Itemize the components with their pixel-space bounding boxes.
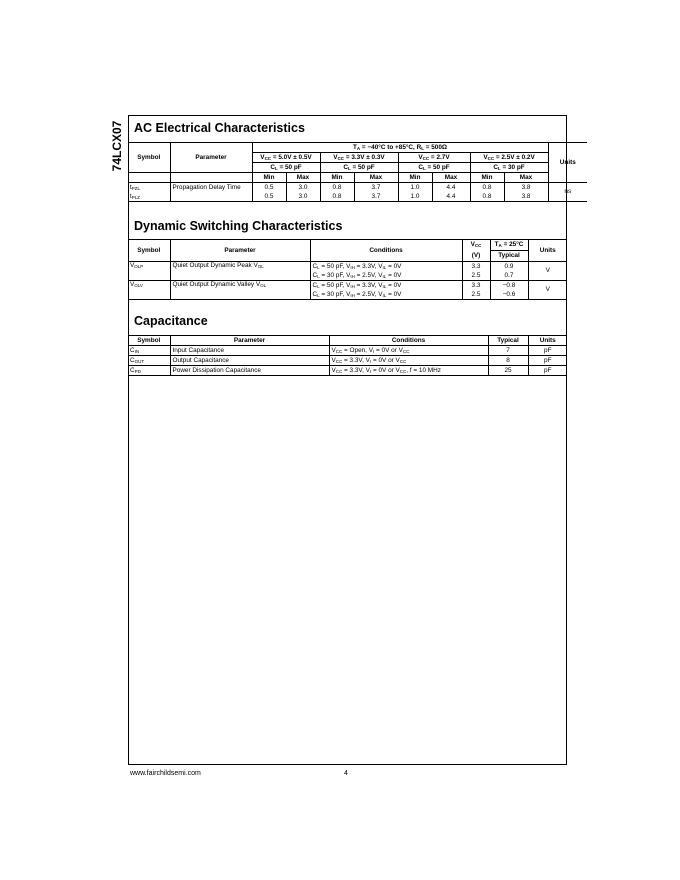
cap-symbol-cell: $C_{IN}$	[128, 346, 170, 356]
dyn-table	[128, 239, 567, 300]
ac-max-1: Max	[286, 173, 320, 183]
table-row	[128, 183, 587, 193]
cap-typical-header: Typical	[488, 336, 528, 346]
cap-param-cell: Input Capacitance	[170, 346, 329, 356]
ac-value: 3.0	[286, 183, 320, 193]
ac-cl-group-2: $C_L = 50$ pF	[320, 163, 398, 173]
ac-parameter-header: Parameter	[170, 143, 252, 173]
cap-cond-cell: $V_{CC} = 3.3V$, $V_I = 0V$ or $V_{CC}$	[329, 356, 488, 366]
dyn-typ-cell: 0.9	[490, 262, 528, 272]
ac-min-2: Min	[320, 173, 354, 183]
table-row	[128, 281, 567, 291]
dyn-param-cell: Quiet Output Dynamic Valley $V_{OL}$	[170, 281, 310, 300]
page-number: 4	[344, 770, 348, 777]
ac-value: 1.0	[398, 192, 432, 202]
cap-cond-cell: $V_{CC}$ = Open, $V_I = 0V$ or $V_{CC}$	[329, 346, 488, 356]
cap-parameter-header: Parameter	[170, 336, 329, 346]
ac-units-cell: ns	[548, 183, 587, 202]
ac-table	[128, 142, 587, 202]
ac-cl-group-1: $C_L = 50$ pF	[252, 163, 320, 173]
ac-value: 0.8	[320, 183, 354, 193]
ac-vcc-group-2: $V_{CC} = 3.3V \pm 0.3V$	[320, 153, 398, 163]
cap-typ-cell: 25	[488, 366, 528, 376]
ac-value: 3.8	[504, 192, 548, 202]
cap-symbol-cell: $C_{OUT}$	[128, 356, 170, 366]
page-frame	[128, 115, 567, 765]
cap-unit-cell: pF	[528, 356, 567, 366]
dyn-typical-header: Typical	[490, 251, 528, 262]
dyn-section-title: Dynamic Switching Characteristics	[134, 219, 343, 233]
ac-min-1: Min	[252, 173, 286, 183]
ac-value: 3.8	[504, 183, 548, 193]
cap-unit-cell: pF	[528, 366, 567, 376]
dyn-cond-cell: $C_L = 30$ pF, $V_{IH} = 2.5V$, $V_{IL} = 0V$	[310, 290, 462, 300]
cap-typ-cell: 7	[488, 346, 528, 356]
cap-symbol-header: Symbol	[128, 336, 170, 346]
ac-symbol-cell: $t_{PZL}$	[128, 183, 170, 193]
ac-empty-param	[170, 173, 252, 183]
ac-max-2: Max	[354, 173, 398, 183]
ac-value: 0.5	[252, 183, 286, 193]
ac-value: 3.7	[354, 192, 398, 202]
ac-value: 0.5	[252, 192, 286, 202]
dyn-parameter-header: Parameter	[170, 240, 310, 262]
dyn-typ-cell: −0.6	[490, 290, 528, 300]
ac-min-3: Min	[398, 173, 432, 183]
ac-param-cell: Propagation Delay Time	[170, 183, 252, 193]
cap-param-cell: Output Capacitance	[170, 356, 329, 366]
ac-vcc-group-3: $V_{CC} = 2.7V$	[398, 153, 470, 163]
ac-min-4: Min	[470, 173, 504, 183]
ac-value: 0.8	[470, 183, 504, 193]
dyn-vcc-header: $V_{CC}$	[462, 240, 490, 251]
dyn-ta-header: $T_A = 25^\circ C$	[490, 240, 528, 251]
dyn-vcc-unit: (V)	[462, 251, 490, 262]
cap-unit-cell: pF	[528, 346, 567, 356]
ac-condition-header: $T_A = -40^\circ C$ to +85°C, $R_L = 500\Omega$	[252, 143, 548, 153]
dyn-typ-cell: −0.8	[490, 281, 528, 291]
ac-value: 0.8	[320, 192, 354, 202]
table-row	[128, 262, 567, 272]
cap-table	[128, 335, 567, 376]
dyn-unit-cell: V	[528, 281, 567, 300]
part-number-vertical: 74LCX07	[110, 120, 124, 172]
ac-param-cell	[170, 192, 252, 202]
dyn-unit-cell: V	[528, 262, 567, 281]
table-row	[128, 356, 567, 366]
ac-value: 3.7	[354, 183, 398, 193]
table-row	[128, 346, 567, 356]
dyn-typ-cell: 0.7	[490, 271, 528, 281]
dyn-cond-cell: $C_L = 30$ pF, $V_{IH} = 2.5V$, $V_{IL} = 0V$	[310, 271, 462, 281]
dyn-units-header: Units	[528, 240, 567, 262]
ac-value: 1.0	[398, 183, 432, 193]
ac-vcc-group-4: $V_{CC} = 2.5V \pm 0.2V$	[470, 153, 548, 163]
dyn-symbol-cell: $V_{OLV}$	[128, 281, 170, 300]
ac-vcc-group-1: $V_{CC} = 5.0V \pm 0.5V$	[252, 153, 320, 163]
cap-param-cell: Power Dissipation Capacitance	[170, 366, 329, 376]
ac-symbol-cell: $t_{PLZ}$	[128, 192, 170, 202]
ac-value: 4.4	[432, 192, 470, 202]
dyn-conditions-header: Conditions	[310, 240, 462, 262]
ac-units-header: Units	[548, 143, 587, 183]
ac-max-4: Max	[504, 173, 548, 183]
ac-cl-group-3: $C_L = 50$ pF	[398, 163, 470, 173]
ac-cl-group-4: $C_L = 30$ pF	[470, 163, 548, 173]
dyn-symbol-header: Symbol	[128, 240, 170, 262]
ac-max-3: Max	[432, 173, 470, 183]
cap-typ-cell: 8	[488, 356, 528, 366]
dyn-param-cell: Quiet Output Dynamic Peak $V_{OL}$	[170, 262, 310, 281]
dyn-vcc-cell: 3.3	[462, 281, 490, 291]
cap-cond-cell: $V_{CC} = 3.3V$, $V_I = 0V$ or $V_{CC}$, f = 10 MHz	[329, 366, 488, 376]
cap-conditions-header: Conditions	[329, 336, 488, 346]
ac-empty-symbol	[128, 173, 170, 183]
ac-value: 4.4	[432, 183, 470, 193]
dyn-vcc-cell: 2.5	[462, 290, 490, 300]
table-row	[128, 366, 567, 376]
cap-symbol-cell: $C_{PD}$	[128, 366, 170, 376]
cap-section-title: Capacitance	[134, 314, 208, 328]
dyn-symbol-cell: $V_{OLP}$	[128, 262, 170, 281]
ac-section-title: AC Electrical Characteristics	[134, 121, 305, 135]
dyn-vcc-cell: 2.5	[462, 271, 490, 281]
ac-value: 3.0	[286, 192, 320, 202]
dyn-cond-cell: $C_L = 50$ pF, $V_{IH} = 3.3V$, $V_{IL} = 0V$	[310, 281, 462, 291]
ac-value: 0.8	[470, 192, 504, 202]
dyn-vcc-cell: 3.3	[462, 262, 490, 272]
ac-symbol-header: Symbol	[128, 143, 170, 173]
footer-url[interactable]: www.fairchildsemi.com	[130, 770, 201, 777]
dyn-cond-cell: $C_L = 50$ pF, $V_{IH} = 3.3V$, $V_{IL} = 0V$	[310, 262, 462, 272]
cap-units-header: Units	[528, 336, 567, 346]
table-row	[128, 192, 587, 202]
